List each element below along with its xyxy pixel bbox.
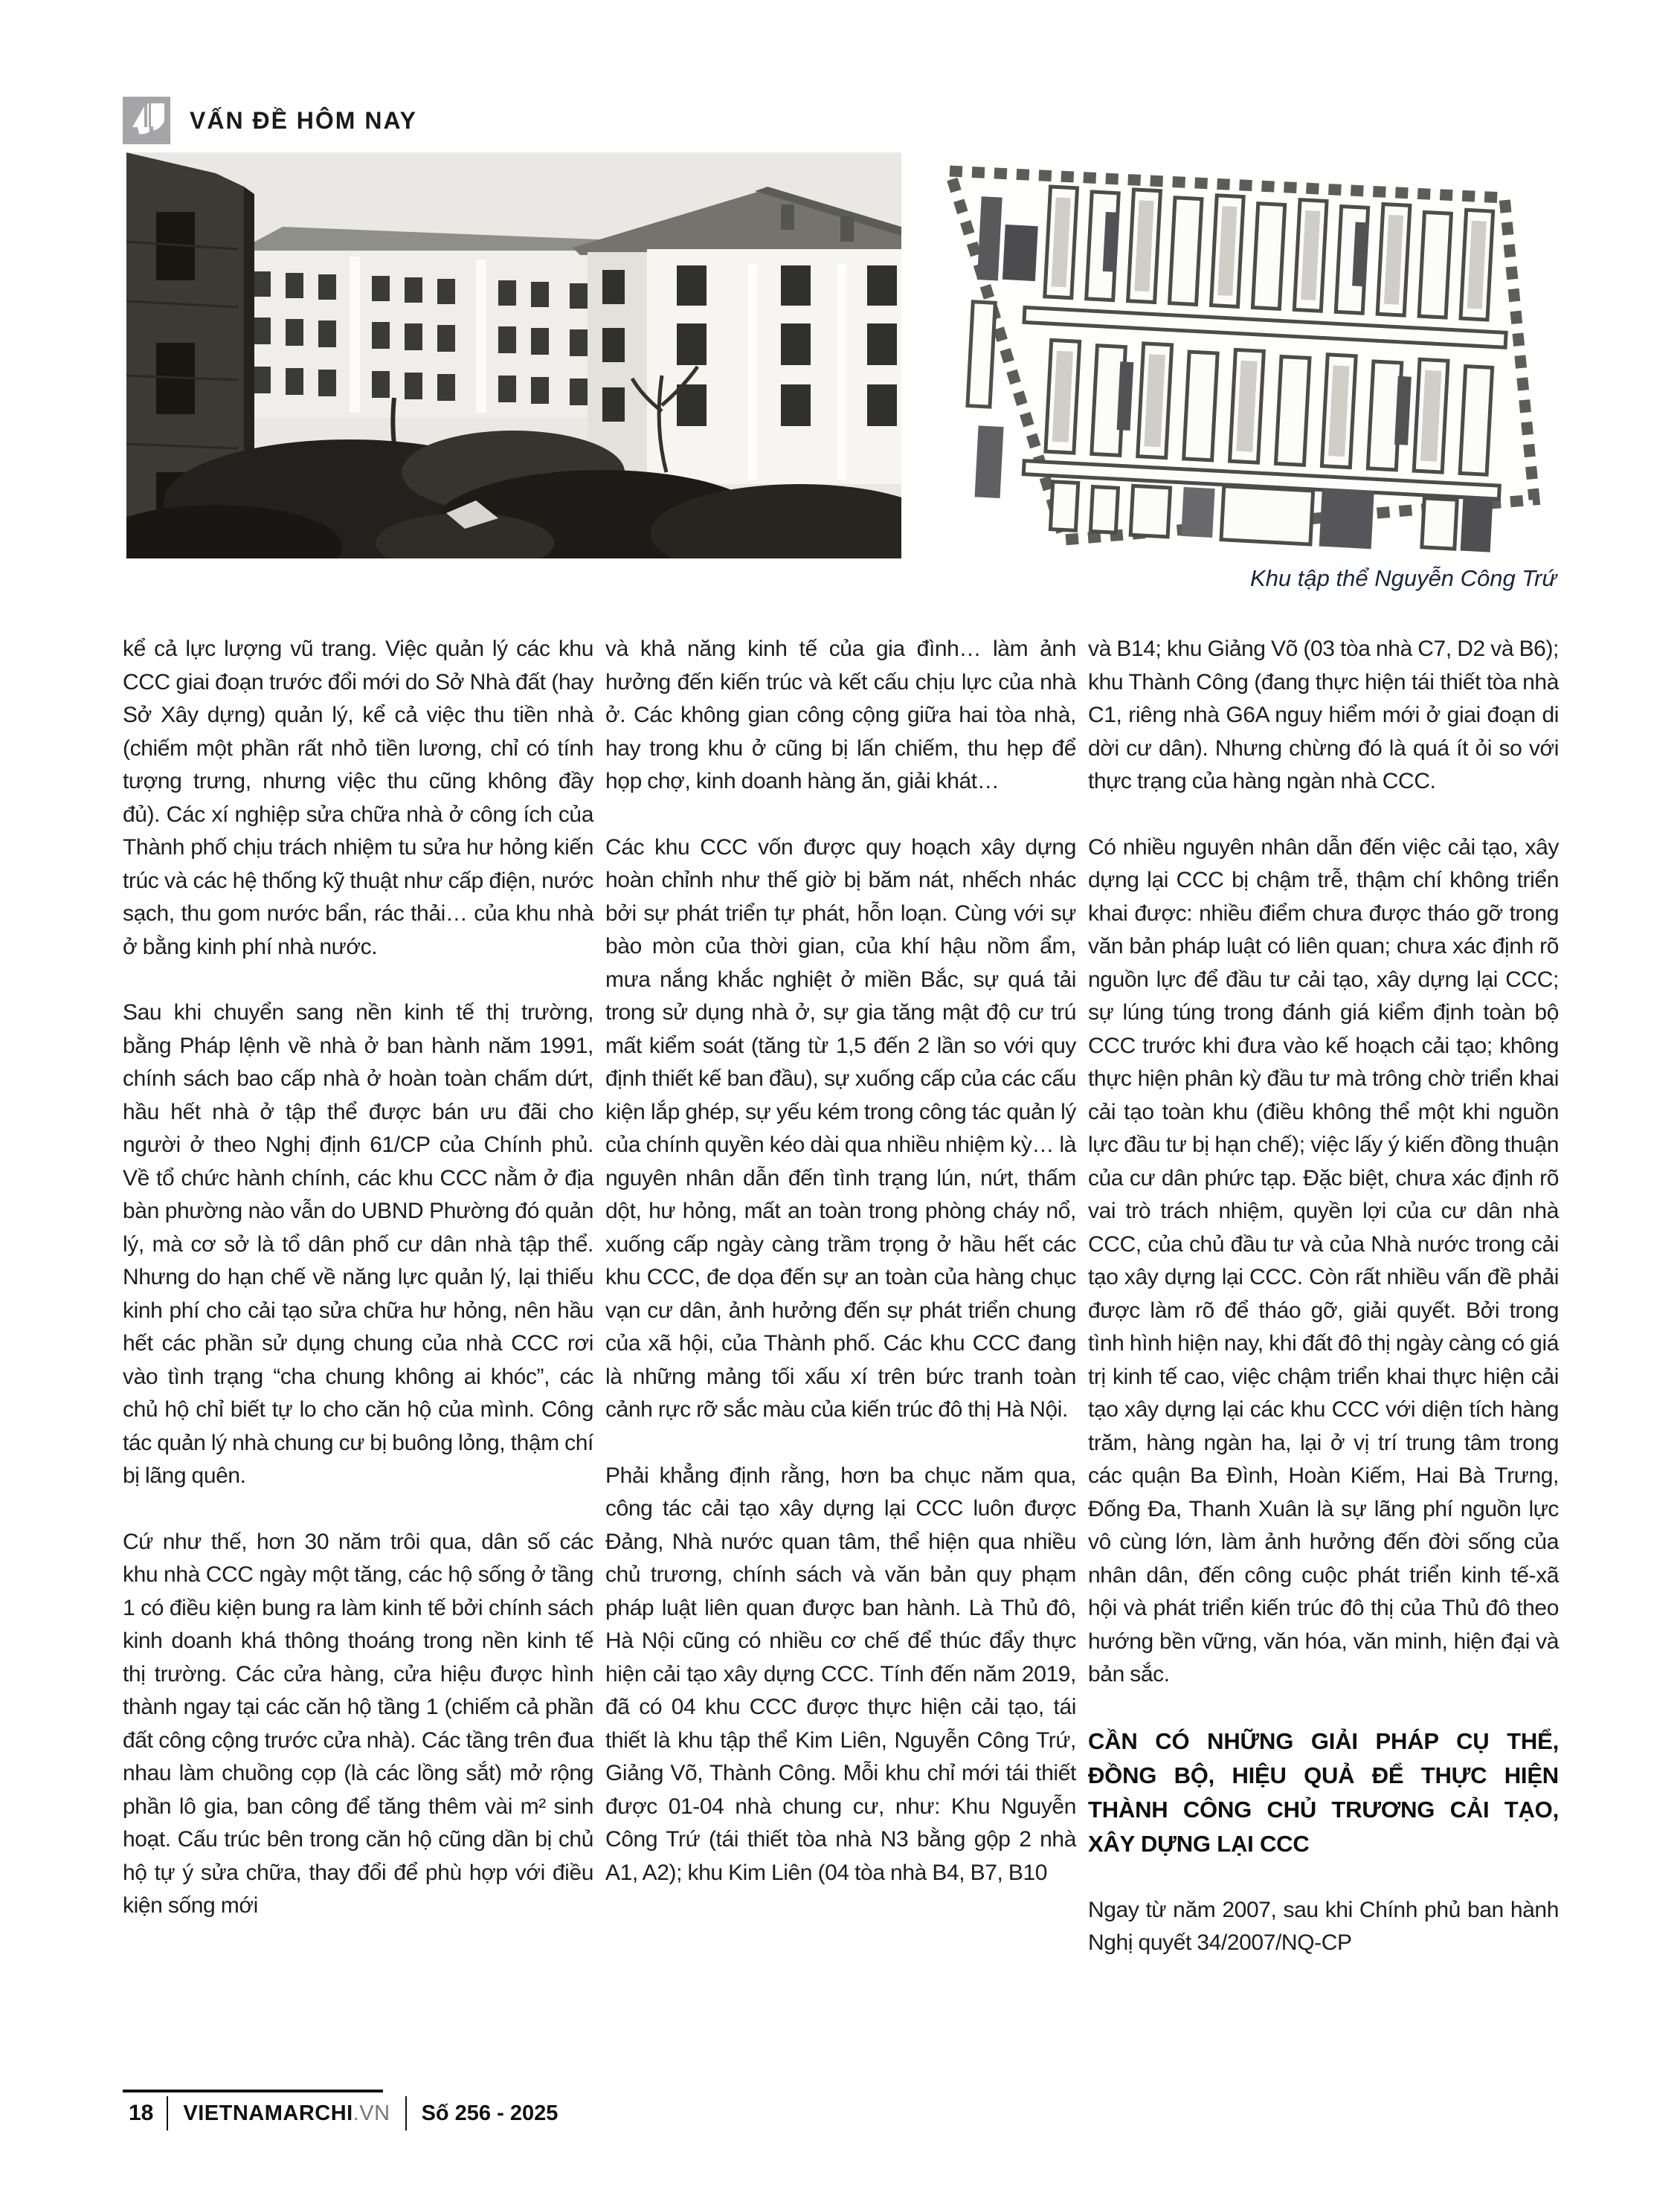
- site-tld: .VN: [353, 2101, 390, 2125]
- column-1: [123, 633, 593, 2083]
- paragraph: Phải khẳng định rằng, hơn ba chục năm qua, công tác cải tạo xây dựng lại CCC luôn được Đảng, Nhà nước quan tâm, thể hiện qua nhiều chủ trương, chính sách và văn bản quy phạm pháp luật liên quan được ban hành. Là Thủ đô, Hà Nội cũng có nhiều cơ chế để thúc đẩy thực hiện cải tạo xây dựng CCC. Tính đến năm 2019, đã có 04 khu CCC được thực hiện cải tạo, tái thiết là khu tập thể Kim Liên, Nguyễn Công Trứ, Giảng Võ, Thành Công. Mỗi khu chỉ mới tái thiết được 01-04 nhà chung cư, như: Khu Nguyễn Công Trứ (tái thiết tòa nhà N3 bằng gộp 2 nhà A1, A2); khu Kim Liên (04 tòa nhà B4, B7, B10: [605, 1463, 1076, 1885]
- magazine-site: [168, 2101, 405, 2126]
- site-plan-map: [911, 147, 1557, 558]
- figure-caption: Khu tập thể Nguyễn Công Trứ: [1250, 565, 1557, 591]
- paragraph: Sau khi chuyển sang nền kinh tế thị trường, bằng Pháp lệnh về nhà ở ban hành năm 1991, chính sách bao cấp nhà ở hoàn toàn chấm dứt, hầu hết nhà ở tập thể được bán ưu đãi cho người ở theo Nghị định 61/CP của Chính phủ. Về tổ chức hành chính, các khu CCC nằm ở địa bàn phường nào vẫn do UBND Phường đó quản lý, mà cơ sở là tổ dân phố cư dân nhà tập thể. Nhưng do hạn chế về năng lực quản lý, lại thiếu kinh phí cho cải tạo sửa chữa hư hỏng, nên hầu hết các phần sử dụng chung của nhà CCC rơi vào tình trạng “cha chung không ai khóc”, các chủ hộ chỉ biết tự lo cho căn hộ của mình. Công tác quản lý nhà chung cư bị buông lỏng, thậm chí bị lãng quên.: [123, 1000, 593, 1488]
- paragraph: và B14; khu Giảng Võ (03 tòa nhà C7, D2 và B6); khu Thành Công (đang thực hiện tái thiết tòa nhà C1, riêng nhà G6A nguy hiểm mới ở giai đoạn di dời cư dân). Nhưng chừng đó là quá ít ỏi so với thực trạng của hàng ngàn nhà CCC.: [1088, 637, 1559, 793]
- paragraph: và khả năng kinh tế của gia đình… làm ảnh hưởng đến kiến trúc và kết cấu chịu lực của nhà ở. Các không gian công cộng giữa hai tòa nhà, hay trong khu ở cũng bị lấn chiếm, thu hẹp để họp chợ, kinh doanh hàng ăn, giải khát…: [605, 637, 1076, 793]
- housing-photo-illustration: [126, 152, 901, 558]
- footer-rule: [123, 2090, 383, 2093]
- site-name: VIETNAMARCHI: [183, 2101, 353, 2125]
- page-header: [123, 97, 417, 144]
- page-footer: [123, 2095, 568, 2131]
- paragraph: kể cả lực lượng vũ trang. Việc quản lý các khu CCC giai đoạn trước đổi mới do Sở Nhà đất (hay Sở Xây dựng) quản lý, kể cả việc thu tiền nhà (chiếm một phần rất nhỏ tiền lương, chỉ có tính tượng trưng, nhưng việc thu cũng không đầy đủ). Các xí nghiệp sửa chữa nhà ở công ích của Thành phố chịu trách nhiệm tu sửa hư hỏng kiến trúc và các hệ thống kỹ thuật như cấp điện, nước sạch, thu gom nước bẩn, rác thải… của khu nhà ở bằng kinh phí nhà nước.: [123, 637, 593, 959]
- photo-old-collective-housing: [126, 152, 901, 558]
- issue-number: Số 256 - 2025: [421, 2101, 559, 2125]
- paragraph: Các khu CCC vốn được quy hoạch xây dựng hoàn chỉnh như thế giờ bị băm nát, nhếch nhác bởi sự phát triển tự phát, hỗn loạn. Cùng với sự bào mòn của thời gian, của khí hậu nồm ẩm, mưa nắng khắc nghiệt ở miền Bắc, sự quá tải trong sử dụng nhà ở, sự gia tăng mật độ cư trú mất kiểm soát (tăng từ 1,5 đến 2 lần so với quy định thiết kế ban đầu), sự xuống cấp của các cấu kiện lắp ghép, sự yếu kém trong công tác quản lý của chính quyền kéo dài qua nhiều nhiệm kỳ… là nguyên nhân dẫn đến tình trạng lún, nứt, thấm dột, hư hỏng, mất an toàn trong phòng cháy nổ, xuống cấp ngày càng trầm trọng ở hầu hết các khu CCC, đe dọa đến sự an toàn của hàng chục vạn cư dân, ảnh hưởng đến sự phát triển chung của xã hội, của Thành phố. Các khu CCC đang là những mảng tối xấu xí trên bức tranh toàn cảnh rực rỡ sắc màu của kiến trúc đô thị Hà Nội.: [605, 834, 1076, 1422]
- section-label: VẤN ĐỀ HÔM NAY: [190, 106, 417, 134]
- column-3: [1088, 633, 1559, 2083]
- page-number: 18: [129, 2101, 154, 2125]
- site-plan-illustration: [911, 147, 1557, 558]
- article-body: [123, 633, 1560, 2083]
- paragraph: Có nhiều nguyên nhân dẫn đến việc cải tạo, xây dựng lại CCC bị chậm trễ, thậm chí không triển khai được: nhiều điểm chưa được tháo gỡ trong văn bản pháp luật có liên quan; chưa xác định rõ nguồn lực để đầu tư cải tạo, xây dựng lại CCC; sự lúng túng trong đánh giá kiểm định toàn bộ CCC trước khi đưa vào kế hoạch cải tạo; không thực hiện phân kỳ đầu tư mà trông chờ triển khai cải tạo toàn khu (điều không thể một khi nguồn lực đầu tư bị hạn chế); việc lấy ý kiến đồng thuận của cư dân phức tạp. Đặc biệt, chưa xác định rõ vai trò trách nhiệm, quyền lợi của cư dân nhà CCC, của chủ đầu tư và của Nhà nước trong cải tạo xây dựng lại CCC. Còn rất nhiều vấn đề phải được làm rõ để tháo gỡ, giải quyết. Bởi trong tình hình hiện nay, khi đất đô thị ngày càng có giá trị kinh tế cao, việc chậm triển khai thực hiện cải tạo xây dựng lại các khu CCC với diện tích hàng trăm, hàng ngàn ha, lại ở vị trí trung tâm trong các quận Ba Đình, Hoàn Kiếm, Hai Bà Trưng, Đống Đa, Thanh Xuân là sự lãng phí nguồn lực vô cùng lớn, làm ảnh hưởng đến đời sống của nhân dân, đến công cuộc phát triển kinh tế-xã hội và phát triển kiến trúc đô thị của Thủ đô theo hướng bền vững, văn hóa, văn minh, hiện đại và bản sắc.: [1088, 834, 1559, 1687]
- paragraph: Ngay từ năm 2007, sau khi Chính phủ ban hành Nghị quyết 34/2007/NQ-CP: [1088, 1897, 1559, 1955]
- paragraph: Cứ như thế, hơn 30 năm trôi qua, dân số các khu nhà CCC ngày một tăng, các hộ sống ở tầng 1 có điều kiện bung ra làm kinh tế bởi chính sách kinh doanh khá thông thoáng trong nền kinh tế thị trường. Các cửa hàng, cửa hiệu được hình thành ngay tại các căn hộ tầng 1 (chiếm cả phần đất công cộng trước cửa nhà). Các tầng trên đua nhau làm chuồng cọp (là các lồng sắt) mở rộng phần lô gia, ban công để tăng thêm vài m² sinh hoạt. Cấu trúc bên trong căn hộ cũng dần bị chủ hộ tự ý sửa chữa, thay đổi để phù hợp với điều kiện sống mới: [123, 1529, 593, 1918]
- section-heading: CẦN CÓ NHỮNG GIẢI PHÁP CỤ THỂ, ĐỒNG BỘ, HIỆU QUẢ ĐỂ THỰC HIỆN THÀNH CÔNG CHỦ TRƯƠNG CẢI TẠO, XÂY DỰNG LẠI CCC: [1088, 1727, 1559, 1857]
- magazine-logo-icon: [123, 97, 170, 144]
- column-2: [605, 633, 1076, 2083]
